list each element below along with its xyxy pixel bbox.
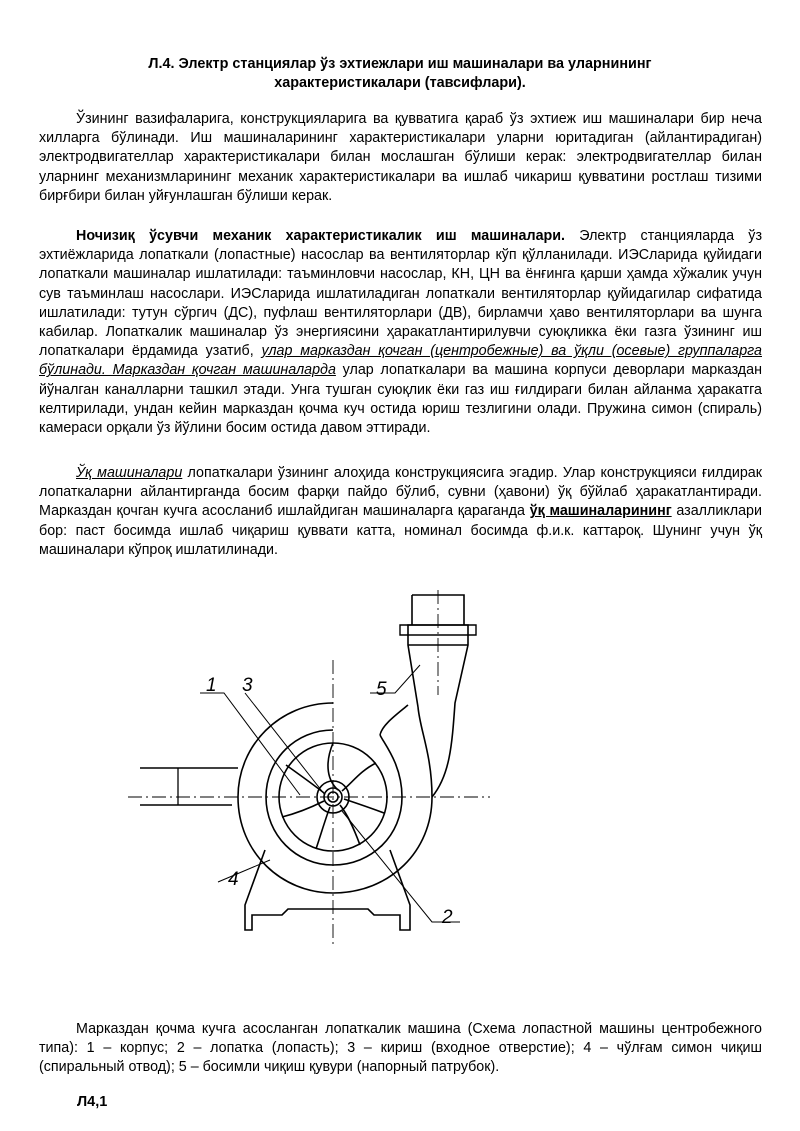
section-heading: Ночизиқ ўсувчи механик характеристикалик иш машиналари. bbox=[76, 228, 566, 244]
label-4: 4 bbox=[228, 869, 239, 890]
base bbox=[245, 850, 410, 930]
label-1: 1 bbox=[206, 675, 217, 696]
paragraph-axial-machines bbox=[39, 464, 762, 560]
centrifugal-machine-diagram bbox=[120, 585, 520, 1005]
title-line-1: Л.4. Электр станциялар ўз эхтиежлари иш машиналари ва уларнининг bbox=[148, 56, 652, 72]
label-2: 2 bbox=[442, 907, 453, 928]
paragraph-text: улар лопаткалари ва машина корпуси деворлари марказдан йўналган каналларни ташкил этади. Унга тушган суюқлик ёки газ иш ғилдираги билан айланма ҳаракатга келтирилади, ундан кейин марказдан қочма куч остида юриш тезлигини олади. Пружина симон (спираль) камераси орқали ўз йўлини босим остида давом эттиради. bbox=[39, 362, 762, 437]
leader-3 bbox=[245, 693, 325, 795]
paragraph-intro bbox=[39, 110, 762, 206]
title-line-2: характеристикалари (тавсифлари). bbox=[274, 75, 526, 91]
figure-caption bbox=[39, 1020, 762, 1078]
paragraph-intro-text: Ўзининг вазифаларига, конструкцияларига ва қувватига қараб ўз эхтиеж иш машиналари бир неча хилларга бўлинади. Иш машиналарининг характеристикалари уларни юритадиган (айлантирадиган) электродвигателлар характеристикалари билан мослашган бўлиши керак: электродвигателлар билан уларнинг механизмларининг механик характеристикалари ва ишлаб чикариш қувватини ростлаш тизими бирғбири билан уйғунлашган бўлиши керак. bbox=[39, 111, 762, 204]
label-5: 5 bbox=[376, 679, 387, 700]
page-number: Л4,1 bbox=[77, 1094, 108, 1110]
figure-caption-text: Марказдан қочма кучга асосланган лопаткалик машина (Схема лопастной машины центробежного типа): 1 – корпус; 2 – лопатка (лопасть); 3 – кириш (входное отверстие); 4 – чўлғам симон чиқиш (спиральный отвод); 5 – босимли чиқиш қувури (напорный патрубок). bbox=[39, 1021, 762, 1076]
paragraph-text: Электр станцияларда ўз эхтиёжларида лопаткали (лопастные) насослар ва вентиляторлар кўп қўлланилади. ИЭСларида қуйидаги лопаткали машиналар ишлатилади: таъминловчи насослар, КН, ЦН ва ёнғинга қарши ҳамда хўжалик учун сув таъминлаш насослари. ИЭСларида ишлатиладиган лопаткали вентиляторлар қуйидагилар сифатида ишлатилади: тутун сўргич (ДС), пуфлаш вентиляторлари (ДВ), бирламчи ҳаво вентиляторлари ва шунга кабилар. Лопаткалик машиналар ўз энергиясини ҳаракатлантирилувчи суюқликка ёки газга ўзининг иш лопаткалари ёрдамида узатиб, bbox=[39, 228, 763, 360]
emphasis-text: Ўқ машиналари bbox=[76, 465, 183, 481]
leader-4 bbox=[218, 860, 270, 882]
page-title bbox=[60, 55, 740, 93]
label-3: 3 bbox=[242, 675, 253, 696]
bold-underline-text: ўқ машиналарининг bbox=[529, 503, 672, 520]
paragraph-text: лопаткалари ўзининг алоҳида конструкциясига эгадир. Улар конструкцияси ғилдирак лопаткаларни айлантирганда босим фарқи пайдо бўлиб, сувни (ҳавони) ўқ бўйлаб ҳаракатлантиради. Марказдан қочган кучга асосланиб ишлайдиган машиналарга қараганда bbox=[39, 465, 762, 520]
leader-2 bbox=[342, 811, 460, 922]
paragraph-nonlinear-machines bbox=[39, 227, 762, 438]
emphasis-text: улар марказдан қочган (центробежные) ва ўқли (осевые) группаларга бўлинади. Марказдан қочган машиналарда bbox=[39, 343, 762, 379]
paragraph-text: азалликлари бор: паст босимда ишлаб чиқариш қуввати катта, номинал босимда ф.и.к. каттароқ. Шунинг учун ўқ машиналари кўпроқ ишлатилинади. bbox=[39, 503, 762, 558]
